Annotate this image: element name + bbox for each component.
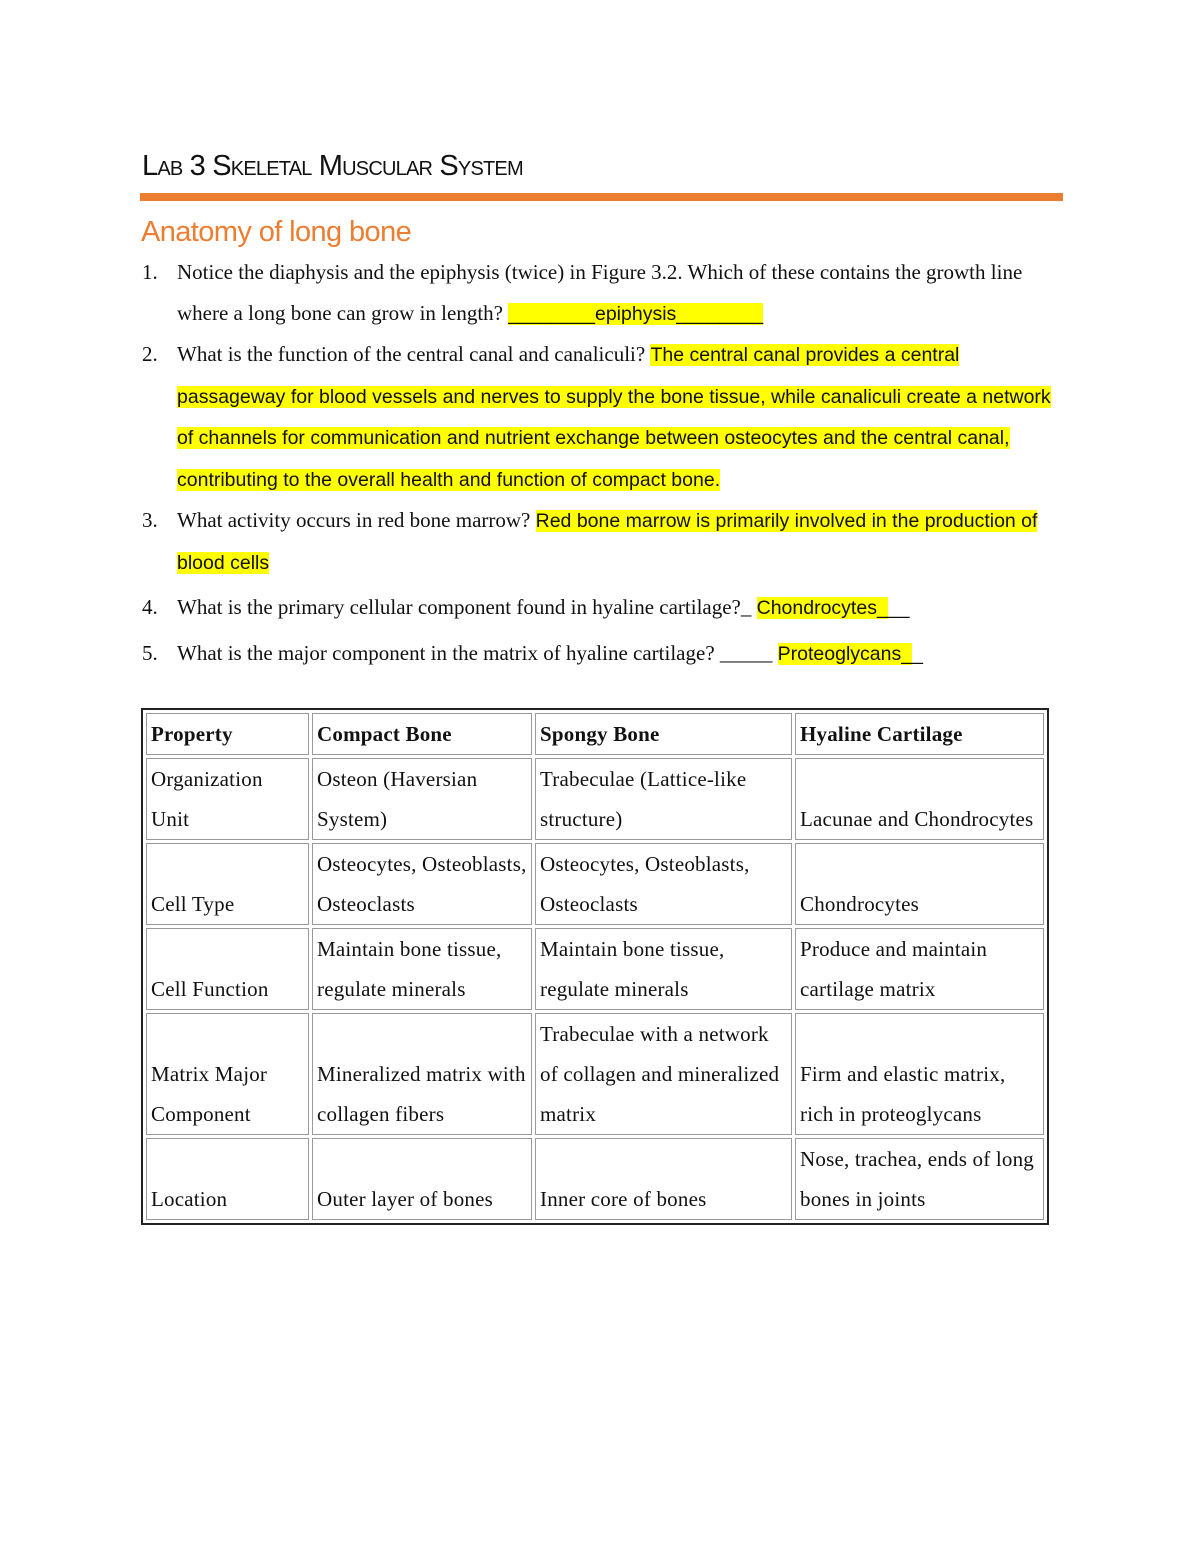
table-row bbox=[146, 843, 1044, 925]
section-heading: Anatomy of long bone bbox=[141, 216, 412, 248]
answer-highlight: ________epiphysis________ bbox=[508, 302, 764, 325]
table-cell: Maintain bone tissue, regulate minerals bbox=[535, 928, 792, 1010]
table-cell: Trabeculae (Lattice-like structure) bbox=[535, 758, 792, 840]
question-number: 1. bbox=[142, 260, 158, 284]
table-cell: Cell Type bbox=[146, 843, 309, 925]
question-number: 2. bbox=[142, 342, 158, 366]
question-text: What is the major component in the matrix of hyaline cartilage? _____ bbox=[177, 640, 778, 665]
question-list bbox=[142, 252, 1062, 674]
answer-highlight: The central canal provides a central passageway for blood vessels and nerves to supply the bone tissue, while canaliculi create a network of channels for communication and nutrient exchange between osteocytes and the central canal, contributing to the overall health and function of compact bone. bbox=[177, 344, 1051, 491]
table-cell: Osteocytes, Osteoblasts, Osteoclasts bbox=[535, 843, 792, 925]
table-header-cell: Compact Bone bbox=[312, 713, 532, 755]
table-cell: Osteon (Haversian System) bbox=[312, 758, 532, 840]
table-cell: Outer layer of bones bbox=[312, 1138, 532, 1220]
answer-highlight: Proteoglycans_ bbox=[777, 642, 913, 665]
table-cell: Nose, trachea, ends of long bones in joints bbox=[795, 1138, 1044, 1220]
answer-highlight: Chondrocytes_ bbox=[756, 597, 888, 619]
table-row bbox=[146, 758, 1044, 840]
table-header-row bbox=[146, 713, 1044, 755]
table-cell: Inner core of bones bbox=[535, 1138, 792, 1220]
document-title: Lab 3 Skeletal Muscular System bbox=[142, 150, 523, 182]
answer-trailing-line: _ bbox=[912, 642, 923, 665]
question-text: What is the function of the central canal and canaliculi? bbox=[177, 342, 651, 366]
question-text: What activity occurs in red bone marrow? bbox=[177, 508, 536, 532]
table-cell: Cell Function bbox=[146, 928, 309, 1010]
comparison-table bbox=[141, 708, 1049, 1225]
question-number: 5. bbox=[142, 640, 158, 665]
table-cell: Lacunae and Chondrocytes bbox=[795, 758, 1044, 840]
table-cell: Osteocytes, Osteoblasts, Osteoclasts bbox=[312, 843, 532, 925]
table-header-cell: Hyaline Cartilage bbox=[795, 713, 1044, 755]
table-cell: Produce and maintain cartilage matrix bbox=[795, 928, 1044, 1010]
answer-trailing-line: __ bbox=[887, 597, 910, 619]
question-number: 4. bbox=[142, 595, 158, 619]
question-4 bbox=[142, 587, 1062, 629]
question-1 bbox=[142, 252, 1062, 334]
question-number: 3. bbox=[142, 508, 158, 532]
table-cell: Trabeculae with a network of collagen and mineralized matrix bbox=[535, 1013, 792, 1135]
question-text: What is the primary cellular component found in hyaline cartilage?_ bbox=[177, 595, 757, 619]
question-5 bbox=[142, 633, 1062, 675]
question-text: Notice the diaphysis and the epiphysis (twice) in Figure 3.2. Which of these contains the growth line where a long bone can grow in length? bbox=[177, 260, 1023, 325]
title-underline-rule bbox=[140, 193, 1063, 201]
table-header-cell: Spongy Bone bbox=[535, 713, 792, 755]
table-cell: Mineralized matrix with collagen fibers bbox=[312, 1013, 532, 1135]
table-header-cell: Property bbox=[146, 713, 309, 755]
table-cell: Organization Unit bbox=[146, 758, 309, 840]
table-cell: Maintain bone tissue, regulate minerals bbox=[312, 928, 532, 1010]
table-row bbox=[146, 928, 1044, 1010]
table-row bbox=[146, 1013, 1044, 1135]
table-cell: Matrix Major Component bbox=[146, 1013, 309, 1135]
table-cell: Location bbox=[146, 1138, 309, 1220]
answer-highlight: Red bone marrow is primarily involved in the production of blood cells bbox=[177, 510, 1038, 574]
table-cell: Firm and elastic matrix, rich in proteoglycans bbox=[795, 1013, 1044, 1135]
question-3 bbox=[142, 500, 1062, 583]
table-cell: Chondrocytes bbox=[795, 843, 1044, 925]
question-2 bbox=[142, 334, 1062, 500]
table-row bbox=[146, 1138, 1044, 1220]
